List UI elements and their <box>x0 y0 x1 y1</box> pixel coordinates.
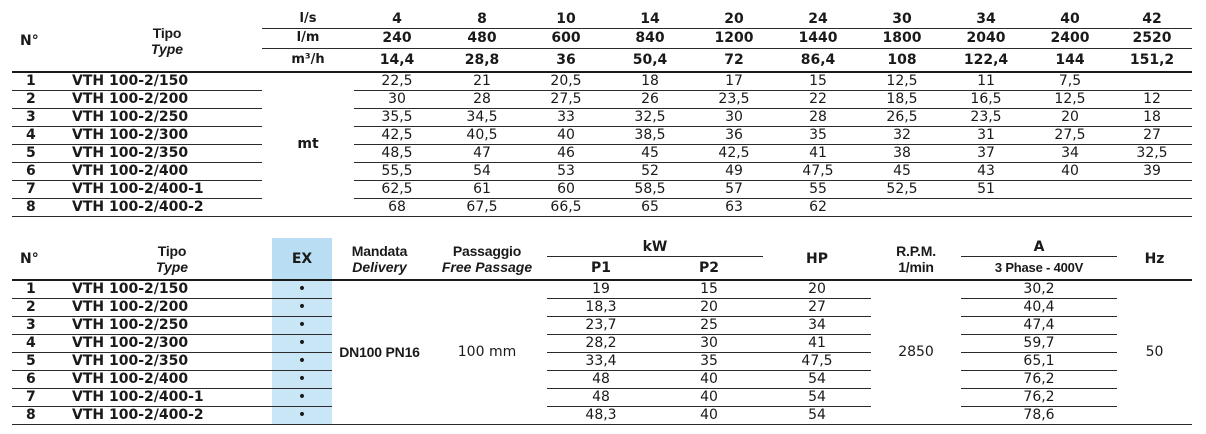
row-model: VTH 100-2/150 <box>72 280 272 298</box>
head-value: 16,5 <box>944 90 1028 108</box>
p2-value: 20 <box>655 298 763 316</box>
table-row <box>12 352 1192 370</box>
row-number: 6 <box>12 370 72 388</box>
row-number: 3 <box>12 316 72 334</box>
hp-value: 54 <box>763 388 871 406</box>
mandata-label: Mandata <box>351 242 408 259</box>
ls-value: 20 <box>692 10 776 28</box>
t2-tipo-label: Tipo <box>157 242 187 259</box>
row-model: VTH 100-2/300 <box>72 334 272 352</box>
ex-mark: • <box>272 388 332 406</box>
head-value: 47,5 <box>776 162 860 180</box>
lm-value: 1800 <box>860 28 944 48</box>
m3h-value: 28,8 <box>440 48 524 72</box>
passage-value: 100 mm <box>427 280 547 424</box>
rpm-unit-label: 1/min <box>898 258 934 275</box>
head-value: 12,5 <box>1028 90 1112 108</box>
head-value: 18 <box>608 72 692 90</box>
amp-value: 76,2 <box>961 388 1117 406</box>
head-value: 28 <box>776 108 860 126</box>
ls-value: 34 <box>944 10 1028 28</box>
head-value: 52 <box>608 162 692 180</box>
col-n-header: N° <box>12 10 72 72</box>
m3h-value: 14,4 <box>354 48 440 72</box>
row-number: 5 <box>12 352 72 370</box>
col-type-header <box>72 10 262 72</box>
row-model: VTH 100-2/400 <box>72 370 272 388</box>
p1-value: 33,4 <box>547 352 655 370</box>
head-value: 37 <box>944 144 1028 162</box>
unit-ls: l/s <box>262 10 354 28</box>
p2-value: 15 <box>655 280 763 298</box>
head-value: 38,5 <box>608 126 692 144</box>
hp-value: 54 <box>763 406 871 424</box>
row-model: VTH 100-2/300 <box>72 126 262 144</box>
head-value: 46 <box>524 144 608 162</box>
table-row <box>12 90 1192 108</box>
head-value: 27 <box>1112 126 1192 144</box>
row-model: VTH 100-2/400-1 <box>72 180 262 198</box>
p2-value: 40 <box>655 388 763 406</box>
head-value: 32 <box>860 126 944 144</box>
head-value: 26 <box>608 90 692 108</box>
head-value: 55,5 <box>354 162 440 180</box>
m3h-value: 144 <box>1028 48 1112 72</box>
head-value: 18,5 <box>860 90 944 108</box>
t2-header-row-1 <box>12 238 1192 256</box>
head-value: 43 <box>944 162 1028 180</box>
head-value <box>1112 198 1192 216</box>
ex-mark: • <box>272 370 332 388</box>
row-model: VTH 100-2/400-2 <box>72 198 262 216</box>
rpm-value: 2850 <box>871 280 961 424</box>
p2-value: 30 <box>655 334 763 352</box>
amp-header: A <box>961 238 1117 256</box>
m3h-value: 36 <box>524 48 608 72</box>
hp-value: 27 <box>763 298 871 316</box>
passaggio-label: Passaggio <box>452 242 522 259</box>
head-value <box>1112 180 1192 198</box>
lm-value: 1200 <box>692 28 776 48</box>
head-value: 40 <box>524 126 608 144</box>
head-value: 53 <box>524 162 608 180</box>
head-value: 7,5 <box>1028 72 1112 90</box>
head-value: 40 <box>1028 162 1112 180</box>
head-value: 61 <box>440 180 524 198</box>
ls-value: 14 <box>608 10 692 28</box>
head-value: 39 <box>1112 162 1192 180</box>
type-label: Type <box>150 40 184 57</box>
hz-value: 50 <box>1117 280 1192 424</box>
amp-value: 47,4 <box>961 316 1117 334</box>
kw-header: kW <box>547 238 763 256</box>
m3h-value: 151,2 <box>1112 48 1192 72</box>
head-value: 28 <box>440 90 524 108</box>
table-row <box>12 298 1192 316</box>
head-value: 26,5 <box>860 108 944 126</box>
unit-lm: l/m <box>262 28 354 48</box>
head-value: 35,5 <box>354 108 440 126</box>
p1-value: 48,3 <box>547 406 655 424</box>
row-model: VTH 100-2/200 <box>72 90 262 108</box>
head-value: 45 <box>608 144 692 162</box>
table-row <box>12 180 1192 198</box>
head-value: 67,5 <box>440 198 524 216</box>
head-value: 33 <box>524 108 608 126</box>
p1-header: P1 <box>547 256 655 280</box>
row-number: 8 <box>12 406 72 424</box>
row-number: 1 <box>12 72 72 90</box>
head-value: 20 <box>1028 108 1112 126</box>
table-row <box>12 316 1192 334</box>
head-value: 30 <box>692 108 776 126</box>
table-row <box>12 144 1192 162</box>
head-value: 63 <box>692 198 776 216</box>
row-model: VTH 100-2/250 <box>72 108 262 126</box>
ls-value: 10 <box>524 10 608 28</box>
t2-type-label: Type <box>155 258 189 275</box>
table-row <box>12 406 1192 424</box>
p2-value: 40 <box>655 370 763 388</box>
row-number: 7 <box>12 388 72 406</box>
row-number: 2 <box>12 298 72 316</box>
table-row <box>12 388 1192 406</box>
lm-value: 480 <box>440 28 524 48</box>
m3h-value: 122,4 <box>944 48 1028 72</box>
row-number: 4 <box>12 334 72 352</box>
hp-value: 54 <box>763 370 871 388</box>
amp-sub-header: 3 Phase - 400V <box>961 256 1117 280</box>
row-model: VTH 100-2/400-1 <box>72 388 272 406</box>
row-model: VTH 100-2/250 <box>72 316 272 334</box>
rpm-label: R.P.M. <box>896 242 936 259</box>
head-value <box>1112 72 1192 90</box>
m3h-value: 108 <box>860 48 944 72</box>
row-model: VTH 100-2/150 <box>72 72 262 90</box>
head-value: 38 <box>860 144 944 162</box>
p1-value: 19 <box>547 280 655 298</box>
head-value: 55 <box>776 180 860 198</box>
hz-header: Hz <box>1117 238 1192 280</box>
head-value: 31 <box>944 126 1028 144</box>
ex-header: EX <box>272 238 332 280</box>
p1-value: 28,2 <box>547 334 655 352</box>
row-model: VTH 100-2/200 <box>72 298 272 316</box>
head-value: 65 <box>608 198 692 216</box>
head-value <box>860 198 944 216</box>
head-value: 66,5 <box>524 198 608 216</box>
head-value: 62 <box>776 198 860 216</box>
table-row <box>12 108 1192 126</box>
table-row <box>12 280 1192 298</box>
head-value: 22 <box>776 90 860 108</box>
head-value: 42,5 <box>692 144 776 162</box>
head-value: 17 <box>692 72 776 90</box>
head-value: 23,5 <box>692 90 776 108</box>
head-value <box>1028 198 1112 216</box>
ls-value: 4 <box>354 10 440 28</box>
row-number: 8 <box>12 198 72 216</box>
head-value: 15 <box>776 72 860 90</box>
electrical-data-table <box>12 238 1192 425</box>
head-value: 49 <box>692 162 776 180</box>
head-value: 57 <box>692 180 776 198</box>
header-row-ls <box>12 10 1192 28</box>
head-value <box>944 198 1028 216</box>
delivery-header <box>332 238 427 280</box>
lm-value: 600 <box>524 28 608 48</box>
head-value: 48,5 <box>354 144 440 162</box>
ex-mark: • <box>272 280 332 298</box>
row-model: VTH 100-2/350 <box>72 352 272 370</box>
head-value: 58,5 <box>608 180 692 198</box>
head-value: 22,5 <box>354 72 440 90</box>
lm-value: 1440 <box>776 28 860 48</box>
t2-col-n-header: N° <box>12 238 72 280</box>
lm-value: 840 <box>608 28 692 48</box>
head-value: 45 <box>860 162 944 180</box>
table-row <box>12 162 1192 180</box>
ls-value: 24 <box>776 10 860 28</box>
head-value: 20,5 <box>524 72 608 90</box>
head-value: 12,5 <box>860 72 944 90</box>
table-row <box>12 370 1192 388</box>
head-value: 52,5 <box>860 180 944 198</box>
hp-header: HP <box>763 238 871 280</box>
head-value: 40,5 <box>440 126 524 144</box>
table-row <box>12 198 1192 216</box>
ex-mark: • <box>272 334 332 352</box>
head-value: 18 <box>1112 108 1192 126</box>
head-value: 34 <box>1028 144 1112 162</box>
ls-value: 30 <box>860 10 944 28</box>
free-passage-label: Free Passage <box>441 258 533 275</box>
head-value: 12 <box>1112 90 1192 108</box>
ls-value: 8 <box>440 10 524 28</box>
head-value: 27,5 <box>524 90 608 108</box>
row-number: 2 <box>12 90 72 108</box>
head-value: 41 <box>776 144 860 162</box>
row-number: 1 <box>12 280 72 298</box>
ex-mark: • <box>272 352 332 370</box>
table-row <box>12 72 1192 90</box>
rpm-header <box>871 238 961 280</box>
row-number: 7 <box>12 180 72 198</box>
head-value: 21 <box>440 72 524 90</box>
amp-value: 65,1 <box>961 352 1117 370</box>
row-model: VTH 100-2/400-2 <box>72 406 272 424</box>
head-value: 47 <box>440 144 524 162</box>
unit-mt-label: mt <box>262 72 354 216</box>
row-number: 4 <box>12 126 72 144</box>
ex-mark: • <box>272 316 332 334</box>
head-value <box>1028 180 1112 198</box>
table-row <box>12 126 1192 144</box>
head-value: 35 <box>776 126 860 144</box>
lm-value: 2520 <box>1112 28 1192 48</box>
amp-value: 40,4 <box>961 298 1117 316</box>
head-value: 32,5 <box>1112 144 1192 162</box>
t2-col-type-header <box>72 238 272 280</box>
p1-value: 23,7 <box>547 316 655 334</box>
head-value: 54 <box>440 162 524 180</box>
p1-value: 18,3 <box>547 298 655 316</box>
p2-value: 35 <box>655 352 763 370</box>
amp-value: 30,2 <box>961 280 1117 298</box>
lm-value: 2040 <box>944 28 1028 48</box>
passage-header <box>427 238 547 280</box>
head-value: 36 <box>692 126 776 144</box>
m3h-value: 72 <box>692 48 776 72</box>
delivery-label: Delivery <box>352 258 407 275</box>
head-value: 62,5 <box>354 180 440 198</box>
p2-value: 40 <box>655 406 763 424</box>
m3h-value: 50,4 <box>608 48 692 72</box>
ex-mark: • <box>272 298 332 316</box>
p2-header: P2 <box>655 256 763 280</box>
hp-value: 41 <box>763 334 871 352</box>
performance-table <box>12 10 1192 217</box>
amp-value: 59,7 <box>961 334 1117 352</box>
amp-value: 76,2 <box>961 370 1117 388</box>
head-value: 27,5 <box>1028 126 1112 144</box>
head-value: 68 <box>354 198 440 216</box>
amp-value: 78,6 <box>961 406 1117 424</box>
ls-value: 40 <box>1028 10 1112 28</box>
p2-value: 25 <box>655 316 763 334</box>
tipo-label: Tipo <box>152 24 182 41</box>
ex-mark: • <box>272 406 332 424</box>
head-value: 30 <box>354 90 440 108</box>
m3h-value: 86,4 <box>776 48 860 72</box>
row-number: 6 <box>12 162 72 180</box>
p1-value: 48 <box>547 388 655 406</box>
row-model: VTH 100-2/350 <box>72 144 262 162</box>
unit-m3h: m³/h <box>262 48 354 72</box>
row-model: VTH 100-2/400 <box>72 162 262 180</box>
lm-value: 240 <box>354 28 440 48</box>
head-value: 11 <box>944 72 1028 90</box>
ls-value: 42 <box>1112 10 1192 28</box>
delivery-value: DN100 PN16 <box>332 280 427 424</box>
table-row <box>12 334 1192 352</box>
head-value: 60 <box>524 180 608 198</box>
lm-value: 2400 <box>1028 28 1112 48</box>
hp-value: 34 <box>763 316 871 334</box>
hp-value: 47,5 <box>763 352 871 370</box>
row-number: 3 <box>12 108 72 126</box>
head-value: 23,5 <box>944 108 1028 126</box>
p1-value: 48 <box>547 370 655 388</box>
head-value: 42,5 <box>354 126 440 144</box>
hp-value: 20 <box>763 280 871 298</box>
head-value: 32,5 <box>608 108 692 126</box>
head-value: 34,5 <box>440 108 524 126</box>
row-number: 5 <box>12 144 72 162</box>
head-value: 51 <box>944 180 1028 198</box>
